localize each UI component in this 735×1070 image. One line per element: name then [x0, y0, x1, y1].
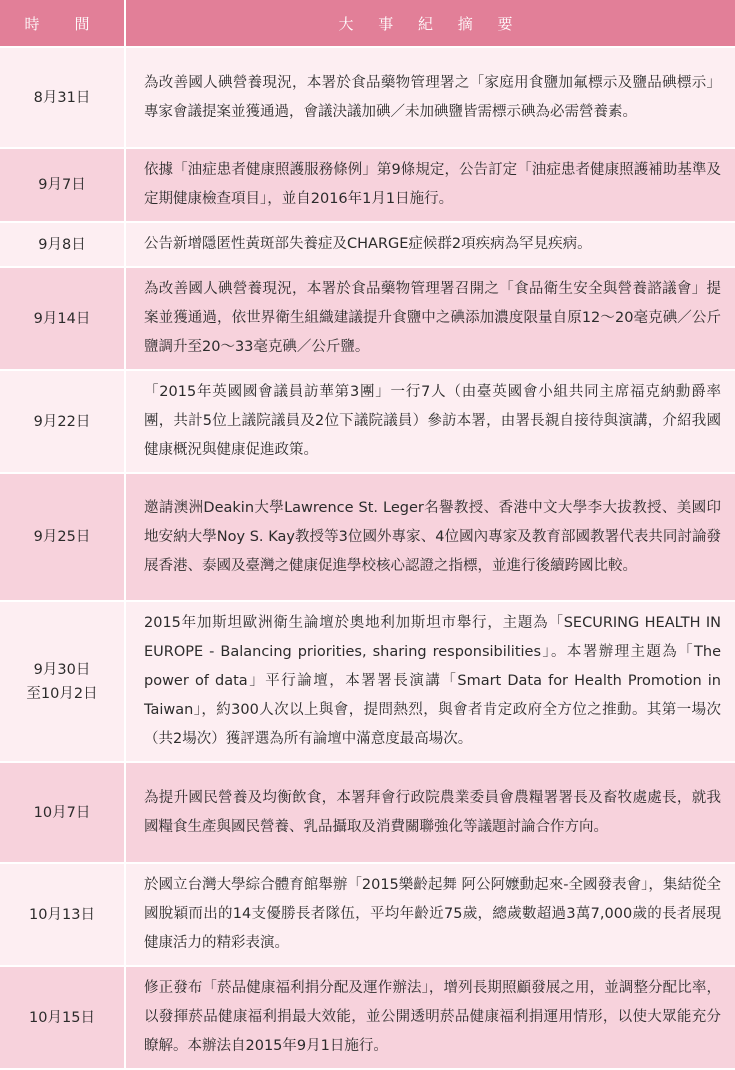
event-description: 為改善國人碘營養現況，本署於食品藥物管理署召開之「食品衛生安全與營養諮議會」提案並獲通過，依世界衛生組織建議提升食鹽中之碘添加濃度限量自原12～20毫克碘／公斤鹽調升至20～33毫克碘／公斤鹽。: [125, 267, 735, 370]
table-row: [0, 148, 735, 222]
event-date-end: 至10月2日: [26, 685, 98, 702]
event-date: 10月13日: [0, 863, 125, 966]
event-description: 公告新增隱匿性黃斑部失養症及CHARGE症候群2項疾病為罕見疾病。: [125, 222, 735, 267]
table-row: [0, 762, 735, 863]
table-row: [0, 47, 735, 148]
event-date: 8月31日: [0, 47, 125, 148]
summary-column-header: 大 事 紀 摘 要: [125, 0, 735, 47]
event-description: 依據「油症患者健康照護服務條例」第9條規定，公告訂定「油症患者健康照護補助基準及定期健康檢查項目」，並自2016年1月1日施行。: [125, 148, 735, 222]
event-description: 「2015年英國國會議員訪華第3團」一行7人（由臺英國會小組共同主席福克納勳爵率團，共計5位上議院議員及2位下議院議員）參訪本署，由署長親自接待與演講，介紹我國健康概況與健康促進政策。: [125, 370, 735, 473]
table-row: [0, 267, 735, 370]
table-row: [0, 473, 735, 601]
event-date: 10月15日: [0, 966, 125, 1069]
event-date: 9月8日: [0, 222, 125, 267]
event-date-start: 9月30日: [33, 661, 91, 678]
event-date: 10月7日: [0, 762, 125, 863]
event-description: 為提升國民營養及均衡飲食，本署拜會行政院農業委員會農糧署署長及畜牧處處長，就我國糧食生產與國民營養、乳品攝取及消費關聯強化等議題討論合作方向。: [125, 762, 735, 863]
event-date: 9月7日: [0, 148, 125, 222]
date-column-header: 時 間: [0, 0, 125, 47]
table-row: [0, 863, 735, 966]
event-description: 於國立台灣大學綜合體育館舉辦「2015樂齡起舞 阿公阿嬤動起來-全國發表會」，集結從全國脫穎而出的14支優勝長者隊伍，平均年齡近75歲，總歲數超過3萬7,000歲的長者展現健康活力的精彩表演。: [125, 863, 735, 966]
event-date: 9月25日: [0, 473, 125, 601]
header-row: [0, 0, 735, 47]
event-description: 2015年加斯坦歐洲衛生論壇於奧地利加斯坦市舉行，主題為「SECURING HEALTH IN EUROPE - Balancing priorities, sharing responsibilities」。本署辦理主題為「The power of data」平行論壇，本署署長演講「Smart Data for Health Promotion in Taiwan」，約300人次以上與會，提問熱烈，與會者肯定政府全方位之推動。其第一場次（共2場次）獲評選為所有論壇中滿意度最高場次。: [125, 601, 735, 762]
event-description: 修正發布「菸品健康福利捐分配及運作辦法」，增列長期照顧發展之用，並調整分配比率，以發揮菸品健康福利捐最大效能，並公開透明菸品健康福利捐運用情形，以使大眾能充分瞭解。本辦法自2015年9月1日施行。: [125, 966, 735, 1069]
table-row: [0, 966, 735, 1069]
event-description: 為改善國人碘營養現況，本署於食品藥物管理署之「家庭用食鹽加氟標示及鹽品碘標示」專家會議提案並獲通過，會議決議加碘／未加碘鹽皆需標示碘為必需營養素。: [125, 47, 735, 148]
table-row: [0, 222, 735, 267]
event-date: 9月14日: [0, 267, 125, 370]
event-date-range: [0, 601, 125, 762]
table-row: [0, 601, 735, 762]
event-date: 9月22日: [0, 370, 125, 473]
event-description: 邀請澳洲Deakin大學Lawrence St. Leger名譽教授、香港中文大學李大拔教授、美國印地安納大學Noy S. Kay教授等3位國外專家、4位國內專家及教育部國教署代表共同討論發展香港、泰國及臺灣之健康促進學校核心認證之指標，並進行後續跨國比較。: [125, 473, 735, 601]
table-row: [0, 370, 735, 473]
